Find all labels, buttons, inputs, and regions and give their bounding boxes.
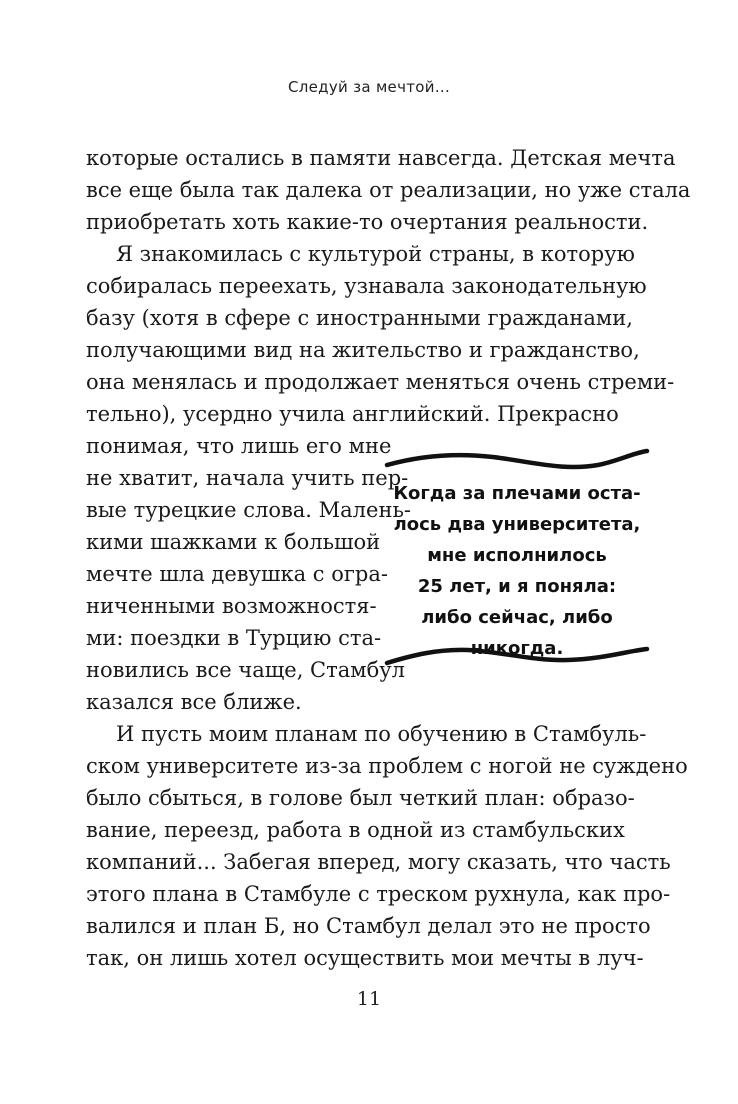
body-line: тельно), усердно учила английский. Прекрасно xyxy=(86,402,619,426)
body-line: И пусть моим планам по обучению в Стамбуль- xyxy=(116,722,647,746)
pull-quote-text xyxy=(383,478,651,664)
wavy-rule-bottom xyxy=(383,641,651,671)
pull-quote-line: либо сейчас, либо xyxy=(421,607,613,628)
pull-quote-line: мне исполнилось xyxy=(427,545,607,566)
body-line: ниченными возможностя- xyxy=(86,594,377,618)
body-line: компаний... Забегая вперед, могу сказать, что часть xyxy=(86,850,671,874)
pull-quote-line: Когда за плечами оста- xyxy=(393,483,641,504)
body-line: приобретать хоть какие-то очертания реальности. xyxy=(86,210,649,234)
page-number: 11 xyxy=(356,988,382,1010)
body-line: вые турецкие слова. Малень- xyxy=(86,498,411,522)
body-line: она менялась и продолжает меняться очень стреми- xyxy=(86,370,675,394)
running-head: Следуй за мечтой... xyxy=(287,78,451,96)
body-line: валился и план Б, но Стамбул делал это не просто xyxy=(86,914,651,938)
body-line: мечте шла девушка с огра- xyxy=(86,562,388,586)
body-line: получающими вид на жительство и гражданство, xyxy=(86,338,640,362)
body-line: базу (хотя в сфере с иностранными гражданами, xyxy=(86,306,633,330)
body-line: не хватит, начала учить пер- xyxy=(86,466,409,490)
body-line: так, он лишь хотел осуществить мои мечты в луч- xyxy=(86,946,644,970)
body-line: Я знакомилась с культурой страны, в которую xyxy=(116,242,635,266)
body-line: понимая, что лишь его мне xyxy=(86,434,392,458)
body-line: казался все ближе. xyxy=(86,690,302,714)
pull-quote-line: лось два университета, xyxy=(393,514,641,535)
body-line: ми: поездки в Турцию ста- xyxy=(86,626,382,650)
body-line: которые остались в памяти навсегда. Детская мечта xyxy=(86,146,676,170)
body-line: все еще была так далека от реализации, но уже стала xyxy=(86,178,691,202)
body-line: вание, переезд, работа в одной из стамбульских xyxy=(86,818,625,842)
body-line: собиралась переехать, узнавала законодательную xyxy=(86,274,647,298)
pull-quote-line: никогда. xyxy=(470,638,564,659)
pull-quote-line: 25 лет, и я поняла: xyxy=(417,576,617,597)
body-line: кими шажками к большой xyxy=(86,530,381,554)
body-line: этого плана в Стамбуле с треском рухнула, как про- xyxy=(86,882,671,906)
pull-quote xyxy=(383,445,651,675)
body-line: ском университете из-за проблем с ногой не суждено xyxy=(86,754,688,778)
wavy-rule-top xyxy=(383,445,651,475)
body-line: новились все чаще, Стамбул xyxy=(86,658,405,682)
body-line: было сбыться, в голове был четкий план: образо- xyxy=(86,786,635,810)
